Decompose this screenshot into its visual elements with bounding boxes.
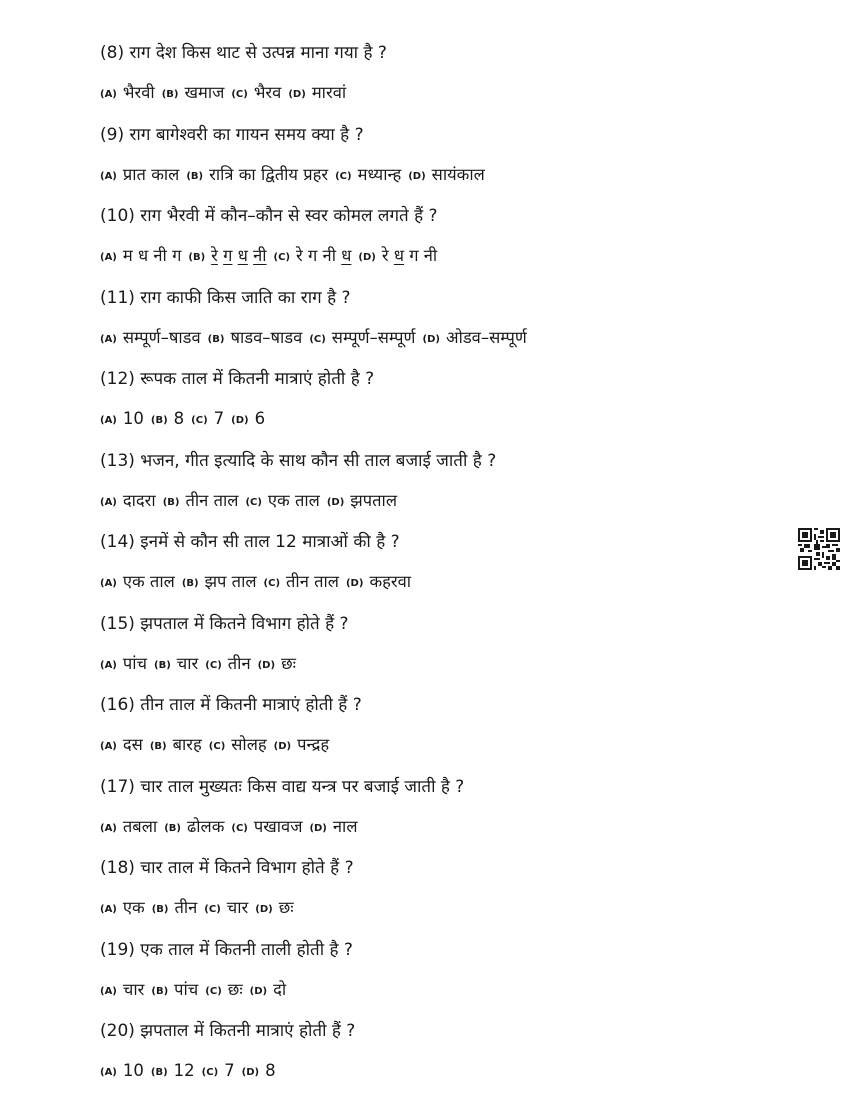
option-label: (D) bbox=[288, 89, 306, 100]
question-text: (17) चार ताल मुख्यतः किस वाद्य यन्त्र पर बजाई जाती है ? bbox=[100, 776, 465, 797]
option bbox=[274, 246, 352, 265]
option-text: चार bbox=[122, 979, 145, 999]
option-label: (B) bbox=[162, 496, 180, 508]
option bbox=[164, 817, 224, 836]
question-text: (18) चार ताल में कितने विभाग होते हैं ? bbox=[100, 858, 354, 878]
option-text: 8 bbox=[265, 1061, 276, 1080]
option-text: कहरवा bbox=[369, 572, 412, 591]
option-label: (B) bbox=[164, 822, 181, 834]
option-label: (D) bbox=[345, 578, 364, 589]
option-text: छः bbox=[227, 979, 243, 999]
question-item bbox=[100, 278, 780, 360]
option-label: (D) bbox=[408, 170, 426, 182]
option-label: (D) bbox=[273, 741, 292, 752]
option-text: पन्द्रह bbox=[297, 735, 330, 754]
option-label: (D) bbox=[358, 252, 376, 263]
option-text: ध bbox=[393, 246, 404, 265]
option-text: ढोलक bbox=[186, 816, 225, 836]
option-text: 10 bbox=[122, 1061, 144, 1080]
option bbox=[182, 572, 257, 591]
question-text: (12) रूपक ताल में कितनी मात्राएं होती है ? bbox=[100, 369, 375, 389]
option-label: (A) bbox=[100, 985, 117, 997]
question-item bbox=[100, 604, 780, 686]
question-item bbox=[100, 115, 780, 197]
question-text: (16) तीन ताल में कितनी मात्राएं होती हैं ? bbox=[100, 695, 362, 715]
option-text: ध bbox=[341, 246, 352, 265]
option-label: (B) bbox=[188, 252, 206, 263]
option-label: (A) bbox=[100, 333, 117, 345]
option bbox=[346, 572, 411, 591]
option-label: (C) bbox=[204, 904, 221, 915]
option-label: (D) bbox=[257, 659, 276, 671]
question-text: (15) झपताल में कितने विभाग होते हैं ? bbox=[100, 613, 349, 634]
question-item bbox=[100, 33, 780, 115]
option bbox=[100, 898, 145, 917]
option bbox=[358, 246, 437, 265]
option-text: चार bbox=[176, 653, 199, 673]
question-item bbox=[100, 685, 780, 767]
question-item bbox=[100, 767, 780, 849]
question-list bbox=[100, 33, 780, 1093]
question-text: (10) राग भैरवी में कौन–कौन से स्वर कोमल लगते हैं ? bbox=[100, 206, 438, 226]
option-text: रात्रि का द्वितीय प्रहर bbox=[209, 164, 329, 184]
option bbox=[231, 409, 265, 428]
options-row bbox=[100, 970, 780, 1012]
question-text: (11) राग काफी किस जाति का राग है ? bbox=[100, 287, 351, 308]
qr-code-icon bbox=[798, 528, 840, 570]
option bbox=[151, 409, 184, 428]
option bbox=[202, 1061, 235, 1080]
option-text: दो bbox=[273, 979, 287, 999]
option-text: 7 bbox=[213, 409, 225, 428]
option bbox=[191, 409, 224, 428]
option-label: (B) bbox=[150, 1067, 168, 1078]
option-label: (C) bbox=[231, 822, 248, 834]
option bbox=[258, 654, 296, 673]
option-label: (B) bbox=[151, 904, 169, 915]
question-item bbox=[100, 441, 780, 523]
option bbox=[274, 735, 329, 754]
option bbox=[100, 246, 181, 265]
option bbox=[309, 328, 415, 347]
option-label: (C) bbox=[231, 89, 248, 100]
option bbox=[408, 165, 485, 184]
option bbox=[205, 654, 250, 673]
option-text: ध bbox=[237, 246, 248, 265]
option-text: मध्यान्ह bbox=[357, 164, 402, 184]
question-text: (9) राग बागेश्वरी का गायन समय क्या है ? bbox=[100, 124, 364, 145]
option-text: खमाज bbox=[184, 83, 225, 102]
option-label: (C) bbox=[273, 252, 291, 263]
option-label: (A) bbox=[100, 252, 117, 263]
option-text: तीन bbox=[227, 653, 251, 673]
option-text: दस bbox=[122, 735, 143, 754]
option-label: (D) bbox=[326, 496, 345, 508]
option-text: 8 bbox=[173, 409, 185, 428]
option-text: भैरव bbox=[253, 83, 282, 102]
option-text: छः bbox=[278, 898, 294, 917]
question-text: (8) राग देश किस थाट से उत्पन्न माना गया है ? bbox=[100, 43, 387, 63]
question-item bbox=[100, 522, 780, 604]
option-text: रे bbox=[211, 246, 218, 265]
options-row bbox=[100, 73, 780, 115]
option bbox=[100, 735, 143, 754]
option bbox=[245, 491, 319, 510]
option-text: एक bbox=[122, 898, 145, 917]
option bbox=[231, 83, 281, 102]
option-text: सोलह bbox=[231, 735, 267, 754]
option-text: चार bbox=[226, 898, 249, 917]
options-row bbox=[100, 644, 780, 686]
option bbox=[255, 898, 293, 917]
option-label: (C) bbox=[208, 741, 226, 752]
option-label: (A) bbox=[100, 904, 117, 915]
question-item bbox=[100, 359, 780, 441]
option-label: (A) bbox=[100, 822, 117, 834]
option bbox=[100, 980, 144, 999]
options-row bbox=[100, 236, 780, 278]
option-label: (A) bbox=[100, 496, 117, 508]
option-label: (A) bbox=[100, 170, 117, 182]
option-text: मारवां bbox=[311, 83, 347, 102]
options-row bbox=[100, 399, 780, 441]
option-text: झपताल bbox=[350, 490, 398, 510]
question-item bbox=[100, 1011, 780, 1093]
option-label: (D) bbox=[249, 985, 268, 997]
option-text: ग bbox=[223, 246, 233, 265]
options-row bbox=[100, 1051, 780, 1093]
question-text: (13) भजन, गीत इत्यादि के साथ कौन सी ताल बजाई जाती है ? bbox=[100, 450, 497, 471]
option-text: झप ताल bbox=[204, 572, 257, 591]
option-text: पांच bbox=[174, 979, 199, 999]
option-label: (D) bbox=[255, 904, 273, 915]
option-label: (A) bbox=[100, 578, 117, 589]
option-label: (D) bbox=[309, 822, 327, 834]
option-text: सम्पूर्ण–सम्पूर्ण bbox=[331, 327, 416, 347]
option-label: (D) bbox=[241, 1067, 260, 1078]
option-label: (A) bbox=[100, 659, 117, 671]
question-item bbox=[100, 930, 780, 1012]
option-text: ग नी bbox=[404, 246, 438, 265]
option bbox=[205, 980, 242, 999]
option-label: (C) bbox=[191, 415, 208, 426]
option-text: तीन ताल bbox=[185, 490, 239, 510]
option bbox=[188, 246, 266, 265]
option bbox=[204, 898, 248, 917]
options-row bbox=[100, 318, 780, 360]
option-label: (B) bbox=[149, 741, 167, 752]
option bbox=[231, 817, 302, 836]
option-text: दादरा bbox=[122, 490, 156, 510]
question-item bbox=[100, 196, 780, 278]
option-text: 6 bbox=[254, 409, 266, 428]
option-label: (D) bbox=[422, 333, 440, 345]
option bbox=[309, 817, 357, 836]
option-text: 10 bbox=[122, 409, 144, 428]
option-text: प्रात काल bbox=[122, 164, 180, 184]
option-label: (A) bbox=[100, 1067, 117, 1078]
option-text: बारह bbox=[172, 735, 202, 754]
option-text: ओडव–सम्पूर्ण bbox=[445, 327, 527, 347]
option-label: (B) bbox=[186, 170, 204, 182]
question-text: (19) एक ताल में कितनी ताली होती है ? bbox=[100, 939, 353, 960]
option-text: एक ताल bbox=[122, 572, 175, 591]
option-label: (A) bbox=[100, 415, 117, 426]
option-label: (C) bbox=[205, 985, 222, 997]
option-label: (B) bbox=[181, 578, 199, 589]
option-text: छः bbox=[281, 653, 296, 673]
option-label: (C) bbox=[205, 659, 222, 671]
option bbox=[100, 654, 147, 673]
question-text: (20) झपताल में कितनी मात्राएं होती हैं ? bbox=[100, 1021, 356, 1041]
options-row bbox=[100, 155, 780, 197]
option bbox=[100, 491, 156, 510]
option bbox=[250, 980, 287, 999]
question-item bbox=[100, 848, 780, 930]
option bbox=[100, 572, 175, 591]
question-text: (14) इनमें से कौन सी ताल 12 मात्राओं की है ? bbox=[100, 532, 400, 552]
option-label: (C) bbox=[263, 578, 281, 589]
option-label: (B) bbox=[150, 415, 168, 426]
option-text: पखावज bbox=[253, 816, 303, 836]
option-label: (B) bbox=[207, 333, 225, 345]
option bbox=[327, 491, 397, 510]
option-text: रे ग नी bbox=[296, 246, 342, 265]
options-row bbox=[100, 725, 780, 767]
option bbox=[100, 83, 155, 102]
option-text: 12 bbox=[173, 1061, 195, 1080]
option bbox=[423, 328, 527, 347]
option-label: (D) bbox=[231, 415, 249, 426]
option-text: म ध नी ग bbox=[122, 246, 182, 265]
option bbox=[335, 165, 401, 184]
option bbox=[186, 165, 328, 184]
option-text: भैरवी bbox=[122, 83, 155, 102]
option-label: (C) bbox=[201, 1067, 219, 1078]
option bbox=[150, 735, 202, 754]
option-label: (B) bbox=[161, 89, 179, 100]
option-text: तीन ताल bbox=[286, 572, 339, 591]
option bbox=[151, 1061, 195, 1080]
options-row bbox=[100, 888, 780, 930]
option bbox=[152, 898, 198, 917]
options-row bbox=[100, 562, 780, 604]
option-text: सायंकाल bbox=[431, 164, 485, 184]
options-row bbox=[100, 807, 780, 849]
option bbox=[208, 328, 303, 347]
option bbox=[100, 817, 157, 836]
option bbox=[288, 83, 346, 102]
option bbox=[100, 165, 179, 184]
option bbox=[209, 735, 267, 754]
option-label: (B) bbox=[151, 985, 169, 997]
option-label: (A) bbox=[100, 741, 117, 752]
option-label: (A) bbox=[100, 89, 117, 100]
options-row bbox=[100, 481, 780, 523]
option bbox=[154, 654, 198, 673]
option-text: सम्पूर्ण–षाडव bbox=[122, 327, 201, 347]
option-text: 7 bbox=[224, 1061, 235, 1080]
option-label: (C) bbox=[309, 333, 326, 345]
option bbox=[151, 980, 198, 999]
option bbox=[264, 572, 339, 591]
option-text: षाडव–षाडव bbox=[230, 327, 303, 347]
option bbox=[162, 83, 225, 102]
option-label: (B) bbox=[154, 659, 171, 671]
option-text: तबला bbox=[122, 816, 158, 836]
option-label: (C) bbox=[245, 496, 262, 508]
option-label: (C) bbox=[335, 170, 352, 182]
option-text: नाल bbox=[332, 816, 358, 836]
option bbox=[100, 1061, 144, 1080]
option bbox=[163, 491, 239, 510]
option-text: रे bbox=[381, 246, 394, 265]
option-text: एक ताल bbox=[267, 490, 320, 510]
option-text: तीन bbox=[174, 898, 198, 917]
option bbox=[100, 328, 201, 347]
option-text: पांच bbox=[122, 653, 148, 673]
option bbox=[242, 1061, 276, 1080]
option-text: नी bbox=[253, 246, 267, 265]
option bbox=[100, 409, 144, 428]
